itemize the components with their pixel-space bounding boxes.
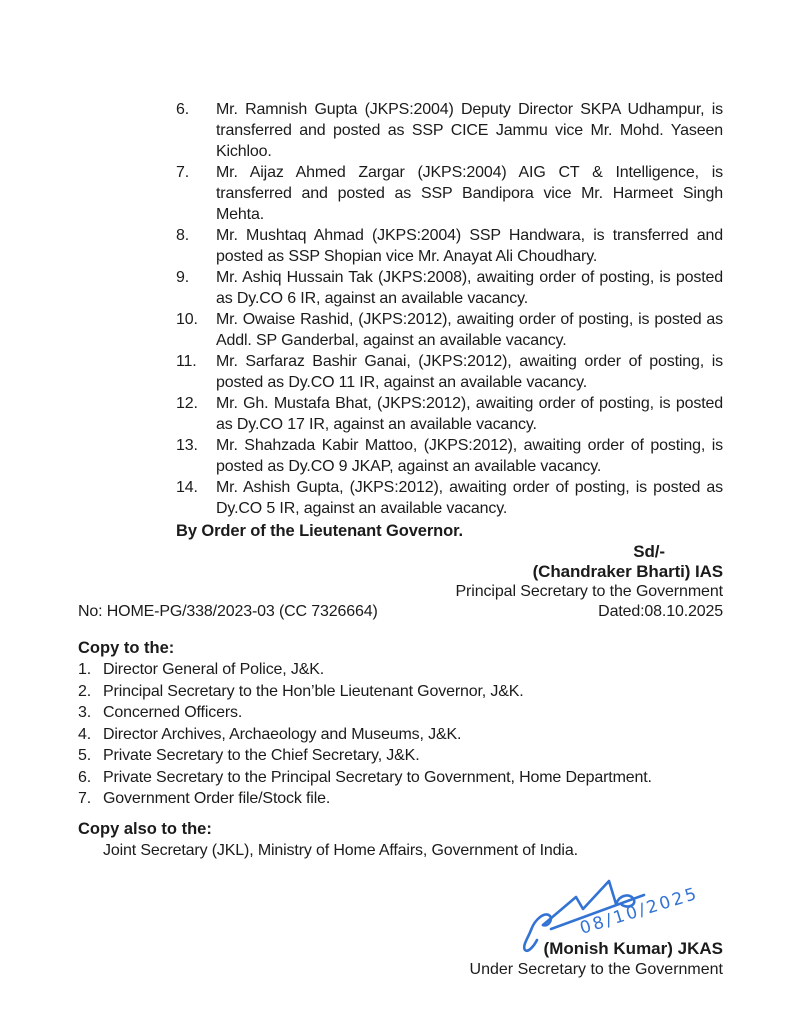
order-item-text: Mr. Mushtaq Ahmad (JKPS:2004) SSP Handwara, is transferred and posted as SSP Shopian vice Mr. Anayat Ali Choudhary.: [216, 227, 723, 265]
order-item: [176, 477, 723, 519]
order-item-text: Mr. Ashiq Hussain Tak (JKPS:2008), awaiting order of posting, is posted as Dy.CO 6 IR, against an available vacancy.: [216, 269, 723, 307]
order-item: [176, 309, 723, 351]
copy-to-item: [78, 745, 723, 767]
copy-to-item: [78, 788, 723, 810]
order-item: [176, 435, 723, 477]
by-order-line: By Order of the Lieutenant Governor.: [176, 522, 464, 540]
copy-to-item-number: 3.: [78, 704, 92, 721]
copy-to-item-number: 4.: [78, 725, 92, 743]
order-item-text: Mr. Shahzada Kabir Mattoo, (JKPS:2012), awaiting order of posting, is posted as Dy.CO 9 JKAP, against an available vacancy.: [216, 437, 723, 475]
order-item-text: Mr. Ashish Gupta, (JKPS:2012), awaiting order of posting, is posted as Dy.CO 5 IR, against an available vacancy.: [216, 479, 723, 517]
copy-to-item: [78, 659, 723, 681]
handwritten-signature-icon: [505, 866, 715, 956]
copy-to-heading: Copy to the:: [78, 639, 175, 657]
under-signatory-title: Under Secretary to the Government: [469, 961, 723, 978]
copy-to-item: [78, 767, 723, 789]
copy-to-item-number: 1.: [78, 661, 92, 678]
transfer-order-list: [176, 0, 723, 519]
order-item-number: 10.: [176, 311, 198, 328]
handwritten-date: 08/10/2025: [577, 883, 702, 939]
order-item-number: 14.: [176, 479, 198, 496]
copy-also-to-heading: Copy also to the:: [78, 819, 212, 838]
copy-also-to-item: Joint Secretary (JKL), Ministry of Home Affairs, Government of India.: [103, 841, 578, 859]
under-secretary-signature-block: [78, 883, 723, 980]
copy-to-item: [78, 724, 723, 746]
sd-line: Sd/-: [633, 542, 665, 561]
order-item: [176, 225, 723, 267]
copy-to-item-text: Government Order file/Stock file.: [103, 790, 331, 807]
copy-to-item-text: Concerned Officers.: [103, 704, 243, 721]
order-item: [176, 99, 723, 162]
signatory-name: (Chandraker Bharti) IAS: [532, 562, 723, 581]
copy-to-item-number: 2.: [78, 682, 92, 700]
copy-to-item-number: 7.: [78, 790, 92, 807]
copy-to-item-number: 5.: [78, 747, 92, 764]
copy-to-item-text: Principal Secretary to the Hon’ble Lieutenant Governor, J&K.: [103, 682, 524, 700]
order-item-number: 6.: [176, 101, 190, 118]
copy-to-list: [78, 659, 723, 810]
order-item: [176, 351, 723, 393]
under-signatory-name: (Monish Kumar) JKAS: [543, 939, 723, 958]
signature-stroke: [524, 930, 537, 951]
order-item-text: Mr. Ramnish Gupta (JKPS:2004) Deputy Director SKPA Udhampur, is transferred and posted as SSP CICE Jammu vice Mr. Mohd. Yaseen Kichloo.: [216, 101, 723, 160]
order-item-number: 9.: [176, 269, 190, 286]
order-item-number: 12.: [176, 395, 198, 412]
reference-row: [78, 602, 723, 622]
order-item-text: Mr. Sarfaraz Bashir Ganai, (JKPS:2012), awaiting order of posting, is posted as Dy.CO 11 IR, against an available vacancy.: [216, 353, 723, 391]
order-item: [176, 393, 723, 435]
copy-to-item-text: Director Archives, Archaeology and Museums, J&K.: [103, 725, 462, 743]
order-item-number: 7.: [176, 164, 190, 181]
copy-to-item-text: Private Secretary to the Principal Secretary to Government, Home Department.: [103, 768, 652, 786]
principal-secretary-signature-block: [78, 542, 723, 602]
copy-to-item: [78, 702, 723, 724]
order-reference-number: No: HOME-PG/338/2023-03 (CC 7326664): [78, 603, 378, 620]
order-item-number: 8.: [176, 227, 190, 244]
copy-to-item: [78, 681, 723, 703]
order-date: Dated:08.10.2025: [598, 603, 723, 620]
order-item: [176, 162, 723, 225]
copy-to-item-text: Private Secretary to the Chief Secretary, J&K.: [103, 747, 420, 764]
order-item: [176, 267, 723, 309]
copy-to-item-text: Director General of Police, J&K.: [103, 661, 325, 678]
order-item-number: 11.: [176, 353, 197, 370]
order-item-text: Mr. Aijaz Ahmed Zargar (JKPS:2004) AIG CT & Intelligence, is transferred and posted as SSP Bandipora vice Mr. Harmeet Singh Mehta.: [216, 164, 723, 223]
order-item-text: Mr. Gh. Mustafa Bhat, (JKPS:2012), awaiting order of posting, is posted as Dy.CO 17 IR, against an available vacancy.: [216, 395, 723, 433]
copy-to-item-number: 6.: [78, 768, 92, 786]
order-item-number: 13.: [176, 437, 198, 454]
order-item-text: Mr. Owaise Rashid, (JKPS:2012), awaiting order of posting, is posted as Addl. SP Ganderbal, against an available vacancy.: [216, 311, 723, 349]
signatory-title: Principal Secretary to the Government: [455, 583, 723, 600]
